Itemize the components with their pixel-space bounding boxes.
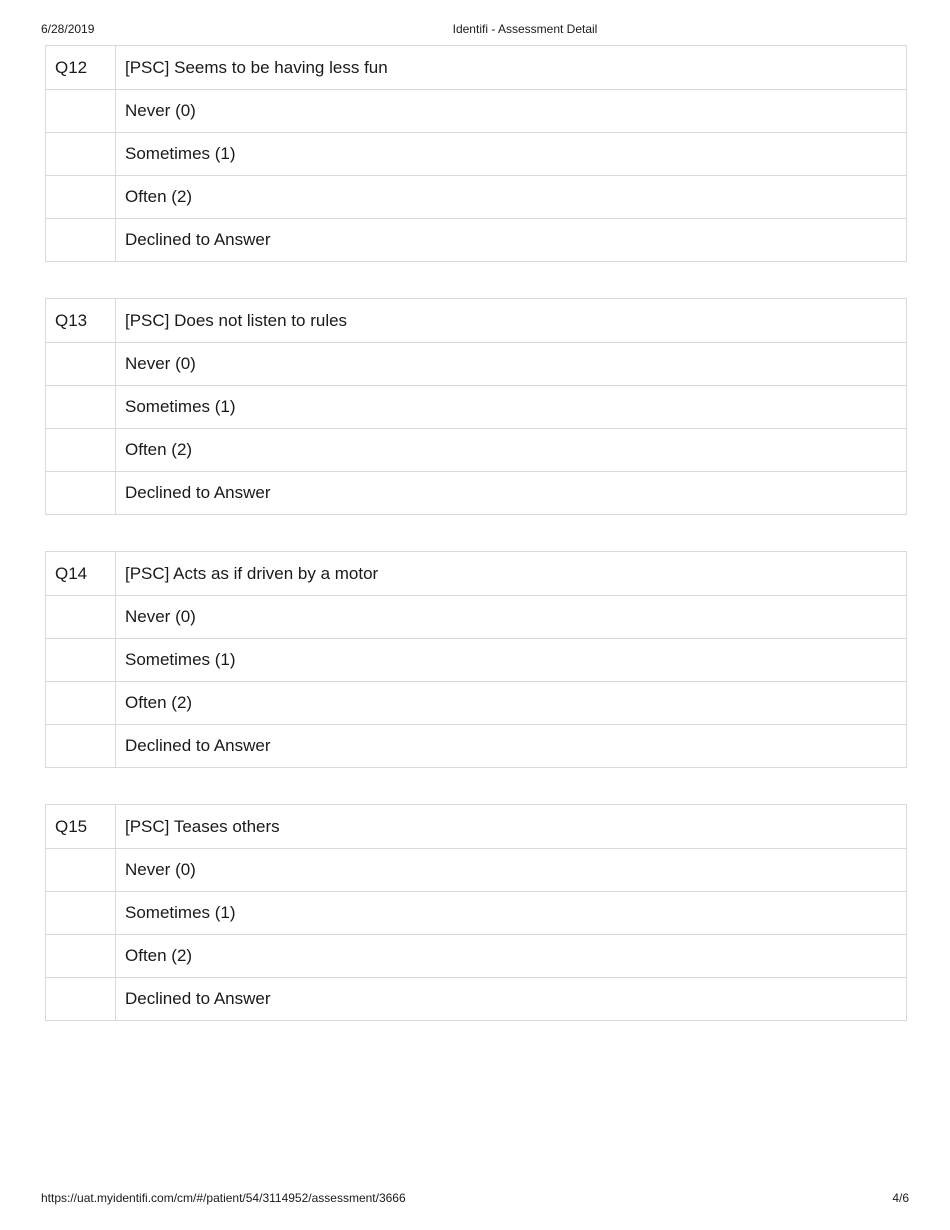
question-table-q14: [45, 551, 907, 768]
answer-option-row: [46, 90, 907, 133]
option-marker-cell: [46, 133, 116, 176]
question-table-q12: [45, 45, 907, 262]
answer-option-row: [46, 849, 907, 892]
question-number: Q15: [46, 805, 116, 849]
option-marker-cell: [46, 725, 116, 768]
question-row: [46, 805, 907, 849]
answer-option: Never (0): [116, 596, 907, 639]
answer-option: Often (2): [116, 935, 907, 978]
answer-option-row: [46, 386, 907, 429]
answer-option: Often (2): [116, 176, 907, 219]
answer-option-row: [46, 596, 907, 639]
answer-option: Never (0): [116, 849, 907, 892]
question-text: [PSC] Teases others: [116, 805, 907, 849]
option-marker-cell: [46, 596, 116, 639]
question-row: [46, 299, 907, 343]
page-url: https://uat.myidentifi.com/cm/#/patient/54/3114952/assessment/3666: [41, 1191, 406, 1205]
option-marker-cell: [46, 978, 116, 1021]
question-number: Q12: [46, 46, 116, 90]
answer-option-row: [46, 219, 907, 262]
option-marker-cell: [46, 343, 116, 386]
print-footer: [41, 1190, 909, 1206]
answer-option-row: [46, 682, 907, 725]
option-marker-cell: [46, 639, 116, 682]
answer-option-row: [46, 935, 907, 978]
option-marker-cell: [46, 176, 116, 219]
answer-option: Declined to Answer: [116, 725, 907, 768]
question-row: [46, 552, 907, 596]
answer-option-row: [46, 472, 907, 515]
question-table-q13: [45, 298, 907, 515]
answer-option: Sometimes (1): [116, 133, 907, 176]
option-marker-cell: [46, 935, 116, 978]
answer-option: Sometimes (1): [116, 639, 907, 682]
print-date: 6/28/2019: [41, 22, 95, 36]
option-marker-cell: [46, 219, 116, 262]
answer-option-row: [46, 343, 907, 386]
answer-option: Sometimes (1): [116, 892, 907, 935]
question-table-q15: [45, 804, 907, 1021]
answer-option: Declined to Answer: [116, 219, 907, 262]
document-title: Identifi - Assessment Detail: [452, 22, 598, 36]
option-marker-cell: [46, 386, 116, 429]
question-number: Q13: [46, 299, 116, 343]
page-number: 4/6: [892, 1191, 909, 1205]
print-header: [41, 21, 909, 37]
question-text: [PSC] Acts as if driven by a motor: [116, 552, 907, 596]
answer-option-row: [46, 892, 907, 935]
answer-option: Sometimes (1): [116, 386, 907, 429]
answer-option-row: [46, 639, 907, 682]
question-list: [45, 45, 907, 1057]
answer-option: Often (2): [116, 682, 907, 725]
answer-option-row: [46, 176, 907, 219]
answer-option: Declined to Answer: [116, 472, 907, 515]
answer-option-row: [46, 429, 907, 472]
answer-option: Declined to Answer: [116, 978, 907, 1021]
option-marker-cell: [46, 892, 116, 935]
question-text: [PSC] Seems to be having less fun: [116, 46, 907, 90]
answer-option: Never (0): [116, 343, 907, 386]
answer-option: Often (2): [116, 429, 907, 472]
answer-option-row: [46, 133, 907, 176]
option-marker-cell: [46, 682, 116, 725]
option-marker-cell: [46, 472, 116, 515]
answer-option-row: [46, 978, 907, 1021]
option-marker-cell: [46, 429, 116, 472]
option-marker-cell: [46, 90, 116, 133]
answer-option: Never (0): [116, 90, 907, 133]
question-number: Q14: [46, 552, 116, 596]
answer-option-row: [46, 725, 907, 768]
question-text: [PSC] Does not listen to rules: [116, 299, 907, 343]
question-row: [46, 46, 907, 90]
option-marker-cell: [46, 849, 116, 892]
